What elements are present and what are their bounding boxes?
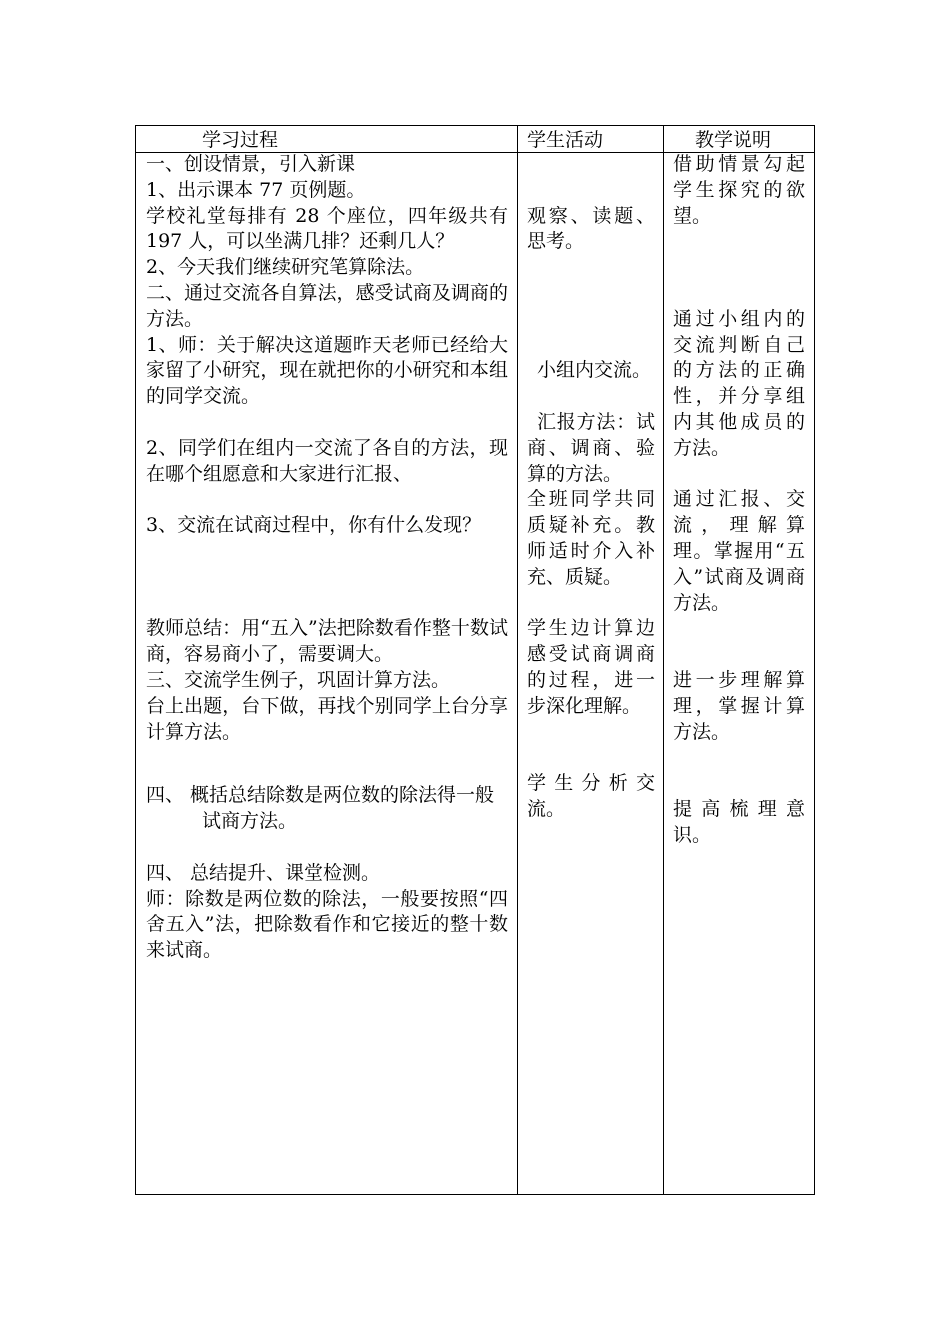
process-step: 2、今天我们继续研究笔算除法。	[146, 256, 425, 279]
section-heading: 一、创设情景，引入新课	[146, 153, 356, 175]
student-activity: 观察、读题、思考。	[527, 204, 655, 253]
student-activity: 全班同学共同质疑补充。教师适时介入补充、质疑。	[527, 488, 655, 588]
teacher-conclusion: 师：除数是两位数的除法，一般要按照“四舍五入”法，把除数看作和它接近的整十数来试商。	[146, 887, 508, 962]
section-heading: 四、 总结提升、课堂检测。	[146, 861, 381, 884]
header-learning-process: 学习过程	[202, 129, 279, 151]
example-problem: 学校礼堂每排有 28 个座位，四年级共有 197 人，可以坐满几排？还剩几人？	[146, 204, 508, 253]
section-heading: 三、交流学生例子，巩固计算方法。	[146, 668, 451, 691]
teaching-note: 通过汇报、交流，理解算理。掌握用“五入”试商及调商方法。	[673, 488, 805, 614]
teaching-note: 提高梳理意识。	[673, 797, 805, 846]
section-heading: 四、 概括总结除数是两位数的除法得一般试商方法。	[146, 784, 495, 833]
learning-process-cell	[146, 152, 508, 964]
column-divider	[517, 126, 518, 1194]
teaching-note: 借助情景勾起学生探究的欲望。	[673, 153, 805, 227]
teacher-summary: 教师总结：用“五入”法把除数看作整十数试商，容易商小了，需要调大。	[146, 617, 508, 666]
student-activity-cell	[527, 152, 655, 823]
process-step: 1、师：关于解决这道题昨天老师已经给大家留了小研究，现在就把你的小研究和本组的同学交流。	[146, 333, 508, 408]
process-step: 3、交流在试商过程中，你有什么发现？	[146, 514, 482, 537]
lesson-plan-table	[135, 125, 815, 1195]
student-activity: 学生边计算边感受试商调商的过程，进一步深化理解。	[527, 617, 655, 717]
header-student-activity: 学生活动	[527, 129, 604, 151]
header-teaching-notes: 教学说明	[695, 129, 772, 151]
process-step: 台上出题，台下做，再找个别同学上台分享计算方法。	[146, 694, 508, 743]
student-activity: 小组内交流。	[537, 359, 652, 382]
student-activity: 学生分析交流。	[527, 772, 655, 820]
teaching-note: 进一步理解算理，掌握计算方法。	[673, 668, 805, 743]
teaching-note: 通过小组内的交流判断自己的方法的正确性，并分享组内其他成员的方法。	[673, 307, 805, 459]
student-activity: 汇报方法：试商、调商、验算的方法。	[527, 410, 655, 485]
teaching-notes-cell	[673, 152, 805, 849]
process-step: 2、同学们在组内一交流了各自的方法，现在哪个组愿意和大家进行汇报、	[146, 436, 508, 485]
section-heading: 二、通过交流各自算法，感受试商及调商的方法。	[146, 281, 508, 330]
column-divider	[663, 126, 664, 1194]
process-step: 1、出示课本 77 页例题。	[146, 178, 366, 201]
